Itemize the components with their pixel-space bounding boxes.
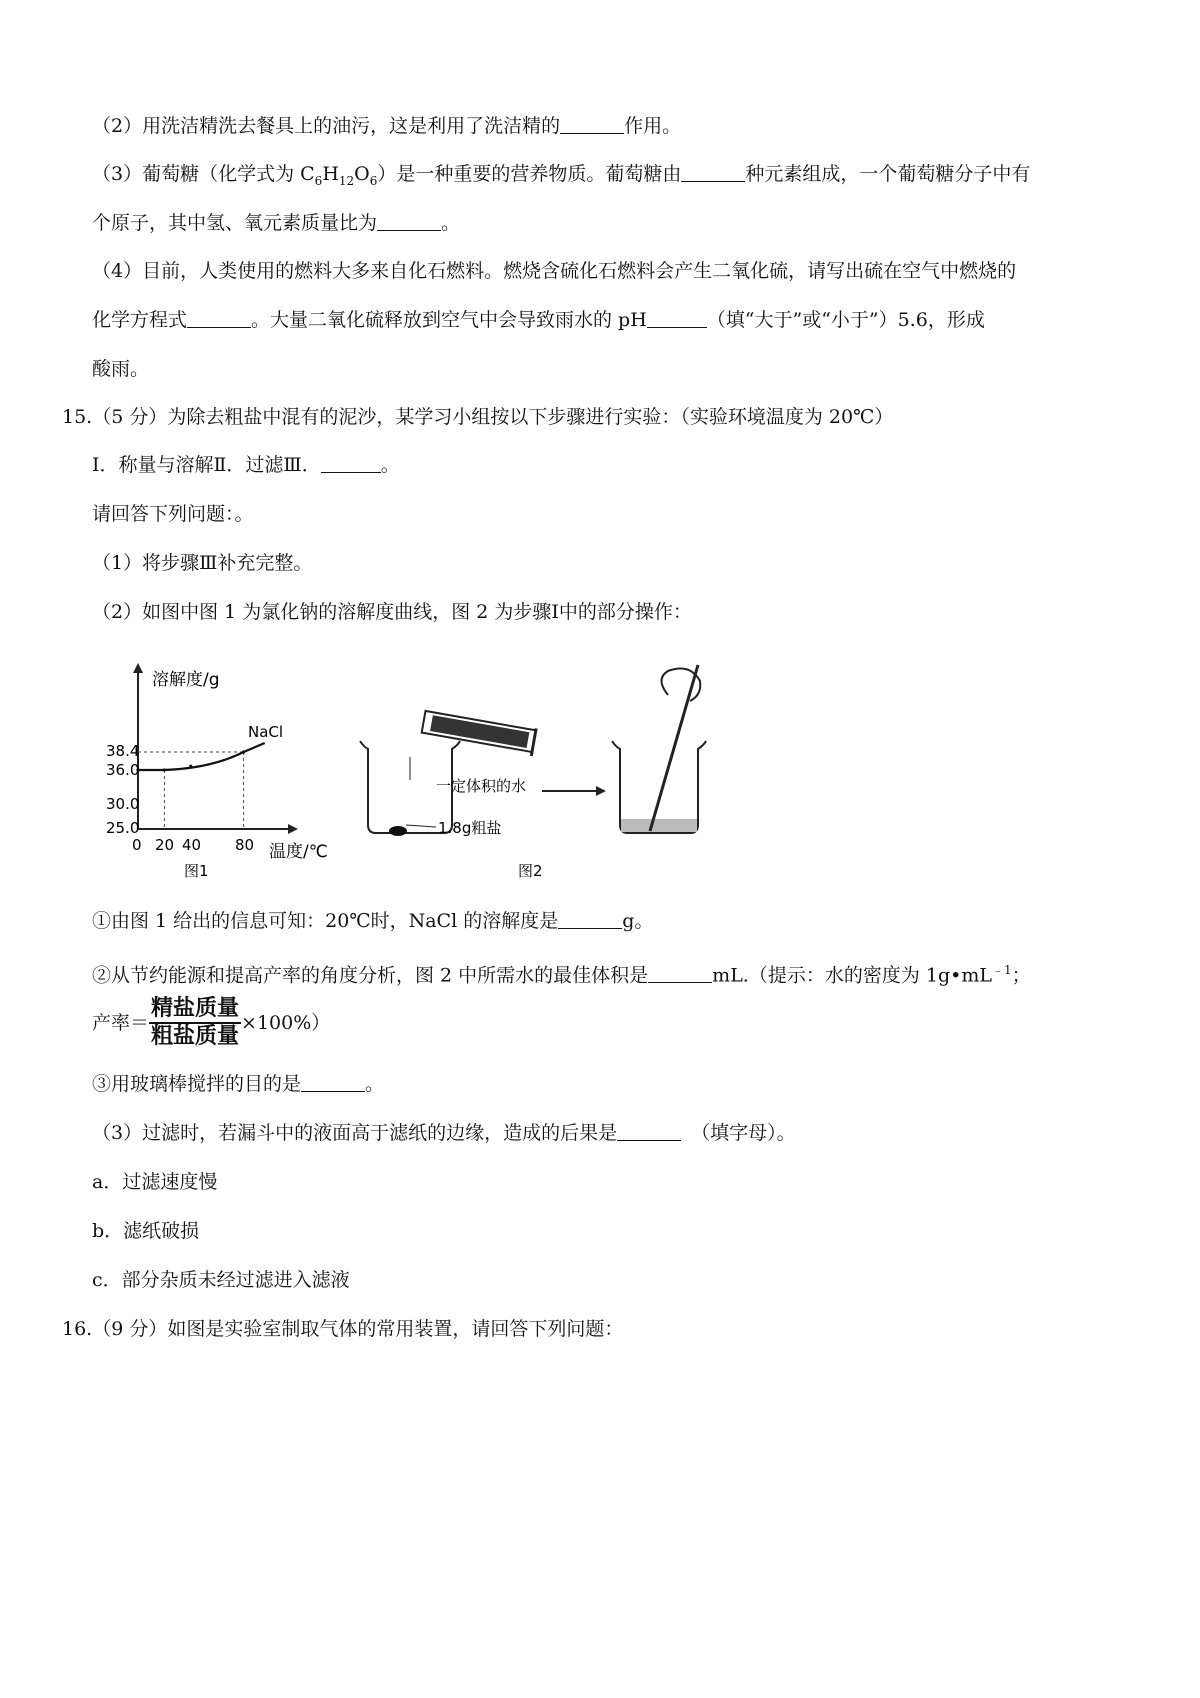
- y-tick-label: 38.4: [106, 742, 140, 760]
- answer-blank[interactable]: [681, 163, 745, 182]
- q15-part2: （2）如图中图 1 为氯化钠的溶解度曲线，图 2 为步骤Ⅰ中的部分操作：: [92, 601, 692, 623]
- x-tick-label: 20: [155, 836, 175, 854]
- arrow-right-icon: [542, 786, 606, 796]
- crude-salt-pile: [389, 826, 407, 836]
- answer-blank[interactable]: [617, 1122, 681, 1141]
- q14-part3-line2: 个原子，其中氢、氧元素质量比为 。: [92, 212, 461, 234]
- answer-blank[interactable]: [648, 964, 712, 983]
- water-label: 一定体积的水: [436, 777, 527, 795]
- label-leader-line: [406, 825, 436, 827]
- salt-label: 1.8g粗盐: [438, 819, 502, 837]
- answer-blank[interactable]: [321, 454, 381, 473]
- answer-blank[interactable]: [301, 1073, 365, 1092]
- series-label: NaCl: [248, 723, 284, 741]
- x-axis-label: 温度/℃: [269, 842, 328, 862]
- q15-sub1: ①由图 1 给出的信息可知：20℃时，NaCl 的溶解度是 g。: [92, 910, 654, 932]
- yield-formula: 产率＝ $\frac{\text{精盐质量}}{\text{粗盐质量}}$ ×100%）: [92, 996, 331, 1049]
- figure1-solubility-chart: [106, 655, 342, 883]
- answer-blank[interactable]: [377, 212, 441, 231]
- q14-part4-line1: （4）目前，人类使用的燃料大多来自化石燃料。燃烧含硫化石燃料会产生二氧化硫，请写出硫在空气中燃烧的: [92, 260, 1017, 282]
- q15-steps: Ⅰ．称量与溶解Ⅱ．过滤Ⅲ． 。: [92, 454, 400, 476]
- answer-blank[interactable]: [560, 115, 624, 134]
- solution-liquid: [621, 819, 697, 832]
- graduated-cylinder-icon: [421, 709, 536, 756]
- q14-part2: （2）用洗洁精洗去餐具上的油污，这是利用了洗洁精的 作用。: [92, 115, 682, 137]
- q15-ask: 请回答下列问题：。: [92, 503, 254, 525]
- figure2-dissolution-illustration: [350, 655, 730, 883]
- answer-blank[interactable]: [647, 309, 707, 328]
- q15-option-b[interactable]: b．滤纸破损: [92, 1220, 200, 1242]
- x-axis-arrow: [288, 824, 298, 834]
- data-point: [163, 768, 166, 771]
- y-axis-arrow: [133, 663, 143, 673]
- x-tick-label: 0: [132, 836, 142, 854]
- yield-fraction: $\frac{\text{精盐质量}}{\text{粗盐质量}}$: [151, 996, 240, 1049]
- y-tick-label: 30.0: [106, 795, 140, 813]
- answer-blank[interactable]: [187, 309, 251, 328]
- q15-part1: （1）将步骤Ⅲ补充完整。: [92, 552, 313, 574]
- q14-part4-line3: 酸雨。: [92, 358, 150, 380]
- x-tick-label: 40: [182, 836, 202, 854]
- data-point: [189, 765, 192, 768]
- q15-option-c[interactable]: c．部分杂质未经过滤进入滤液: [92, 1269, 350, 1291]
- answer-blank[interactable]: [558, 910, 622, 929]
- y-axis-label: 溶解度/g: [152, 670, 220, 690]
- y-tick-label: 36.0: [106, 761, 140, 779]
- q15-part3: （3）过滤时，若漏斗中的液面高于滤纸的边缘，造成的后果是 （填字母）。: [92, 1122, 796, 1144]
- q15-sub2: ②从节约能源和提高产率的角度分析，图 2 中所需水的最佳体积是 mL.（提示：水的密度为 $1g•mL^{﹣1}$；: [92, 963, 1031, 987]
- q15-sub3: ③用玻璃棒搅拌的目的是 。: [92, 1073, 385, 1095]
- q15-option-a[interactable]: a．过滤速度慢: [92, 1171, 218, 1193]
- stirring-rod-icon: [650, 665, 698, 831]
- y-tick-label: 25.0: [106, 819, 140, 837]
- x-tick-label: 80: [235, 836, 255, 854]
- q15-title: 15.（5 分）为除去粗盐中混有的泥沙，某学习小组按以下步骤进行实验：（实验环境温度为 20℃）: [62, 406, 894, 428]
- figure2-caption: 图2: [518, 862, 543, 880]
- data-point: [242, 750, 245, 753]
- q14-part3-line1: （3）葡萄糖（化学式为 $C_6H_{12}O_6$）是一种重要的营养物质。葡萄糖由 种元素组成，一个葡萄糖分子中有: [92, 163, 1031, 188]
- rotation-arrow-icon: [662, 669, 701, 701]
- nacl-solubility-curve: [138, 743, 265, 770]
- figure1-caption: 图1: [184, 862, 209, 880]
- q14-part4-line2: 化学方程式 。大量二氧化硫释放到空气中会导致雨水的 pH （填“大于”或“小于”）5.6，形成: [92, 309, 985, 331]
- q16-title: 16.（9 分）如图是实验室制取气体的常用装置，请回答下列问题：: [62, 1318, 624, 1340]
